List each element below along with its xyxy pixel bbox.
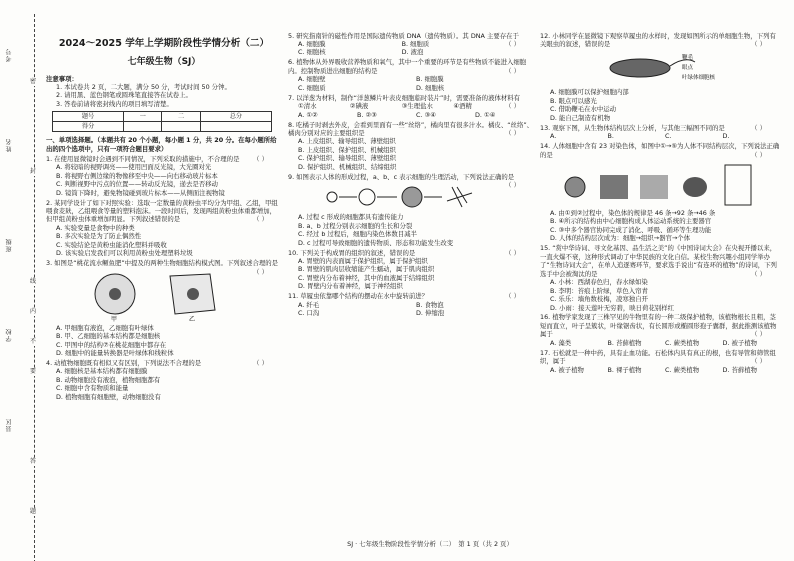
page-footer: SJ · 七年级生物阶段性学情分析（二） 第 1 页（共 2 页） [347,540,513,548]
fig-label: 叶绿体细胞核 [682,75,716,82]
question [288,173,534,247]
option: A. 将较暗的视野调亮——使用凹面反光镜，大光圈对光 [56,163,212,172]
option: D. 伸缩泡 [416,309,445,318]
option: ③生理盐水 [401,102,433,111]
answer-bracket: （ ） [253,215,268,224]
option-group [288,102,505,110]
question-text: 11. 草履虫依靠哪个结构的摆动在水中旋转前进？ [288,292,429,301]
option: C. 甲图中的结构⑦在桃花细胞中都存在 [56,340,167,349]
option: A. [550,132,557,141]
question-text: 6. 植物体从外界吸收营养物质和氧气，其中一个重要的环节是有些物质不能进入细胞内。控制物质进出细胞的结构是 [288,58,527,75]
notes-heading: 注意事项： [46,74,78,83]
option: A. 被子植物 [550,365,584,374]
option: D. 能自己制造有机物 [550,113,611,122]
option: B. 上皮组织、保护组织、机械组织 [298,145,396,154]
question-stem [540,349,780,366]
option: B. 将视野右侧边缘的物像移至中央——向右移动玻片标本 [56,171,218,180]
sidebar-label-county: 县区 [6,418,13,432]
seal-char: 答 [30,458,37,465]
option: B. 动物细胞没有液泡，植物细胞都有 [56,375,161,384]
question [46,359,282,401]
option-group [288,301,534,318]
answer-bracket: （ ） [505,39,520,48]
question-stem [288,172,534,190]
answer-bracket: （ ） [253,154,268,163]
seal-char: 线 [30,278,37,285]
option: A. 实验变量是食物中的种类 [56,223,135,232]
option: C. 乐乐：墙角数枝梅，凌寒独自开 [550,295,648,304]
question [540,124,780,141]
question-text: 5. 研究指南针的磁性作用是国际遗传物质 DNA（遗传物质）。其 DNA 主要存在于 [288,31,519,40]
fig-label: 眼点 [682,65,694,72]
option: C. [665,132,672,141]
option: A. 由①到②过程中，染色体的规律是 46 条→92 条→46 条 [550,209,716,218]
question [46,155,282,197]
option: C. 细胞核 [298,48,326,57]
answer-bracket: （ ） [505,102,520,111]
sidebar-label-school: 学校 [6,328,13,342]
option: C. 实验结论是黄粉虫能消化塑料并吸收 [56,240,167,249]
question-text: 2. 某同学设计了如下对照实验：选取一定数量的黄粉虫平均分为甲组、乙组，甲组喂食麦麸，乙组喂食等量的塑料泡沫。一段时间后，发现两组黄粉虫体重都增加，但甲组黄粉虫体重增加明显。下列叙述错误的是 [46,198,278,224]
option: B. 眼点可以感光 [550,96,597,105]
option: D. 被子植物 [722,338,758,347]
option: B. 多次实验是为了防止偶然性 [56,232,142,241]
euglena-diagram [600,50,720,86]
option: C. 借助鞭毛在水中运动 [550,105,617,114]
question-stem [540,32,780,49]
question [288,32,534,57]
answer-bracket: （ ） [751,330,766,339]
question [288,121,534,172]
note-item: 3. 答卷前请将密封线内的项目填写清楚。 [56,99,173,108]
question [288,58,534,92]
answer-bracket: （ ） [253,358,268,367]
note-item: 2. 请用黑、蓝色钢笔或圆珠笔直接答在试卷上。 [56,91,192,100]
option: D. 人体的结构层次成为：细胞→组织→器官→个体 [550,234,691,243]
score-cell[interactable] [124,122,162,132]
seal-line [34,14,35,561]
option: D. 液泡 [401,48,424,57]
question [540,244,780,312]
sidebar-label-name: 姓名 [6,138,13,152]
option: B. a、b 过程分别表示细胞的生长和分裂 [298,221,413,230]
option: A. 甲细胞有液泡，乙细胞有叶绿体 [56,323,154,332]
fig-label: 鞭毛 [682,55,694,62]
seal-char: 密 [30,78,37,85]
fig-label: 甲 [110,315,117,322]
questions-col2 [288,32,534,318]
option: B. 细胞质 [401,39,430,48]
question-text: 9. 如图表示人体的形成过程，a、b、c 表示细胞的生理活动，下列说法正确的是 [288,172,515,181]
question-text: 17. 石松就是一种中药，具有止血功能。石松体内具有真正的根，也有导管和筛管组织，属于 [540,348,776,366]
option: B. [607,132,614,141]
option: B. ④所示的结构由中心细胞构成人体运动系统的主要器官 [550,217,712,226]
option: D. 该实验启发我们可以利用黄粉虫处理塑料垃圾 [56,249,193,258]
answer-bracket: （ ） [751,123,766,132]
option: B. 细胞膜 [416,75,444,84]
question [288,249,534,291]
development-diagram [312,183,482,211]
option: C. 经过 b 过程后，细胞内染色体数目减半 [298,230,417,239]
question-stem [540,124,780,132]
option: A. 过程 c 形成的细胞都具有遗传能力 [298,213,404,222]
option: A. 细胞壁 [298,75,326,84]
questions-col1 [46,155,282,401]
score-header-cell: 二 [162,112,200,122]
option: B. 胃壁的肌肉层收缩能产生蠕动，属于肌肉组织 [298,265,435,274]
question-text: 12. 小林同学在显微镜下观察草履虫的水样时，发现如图所示的单细胞生物，下列有关眼虫的叙述，错误的是 [540,31,776,48]
question [540,32,780,123]
seal-char: 题 [30,508,37,515]
question-stem [288,121,534,138]
option: C. ③④ [416,110,436,119]
option: C. ③中多个器官协同完成了消化、呼吸、循环等生理功能 [550,225,712,234]
question-stem [46,199,282,224]
option: D. 细胞核 [416,83,445,92]
answer-bracket: （ ） [505,128,520,137]
option-group [288,40,505,57]
answer-bracket: （ ） [751,269,766,278]
option: A. 小林：西湖春色归，春水绿如染 [550,278,648,287]
option: D. 苔藓植物 [722,365,758,374]
question-text: 7. 以洋葱为材料，制作“洋葱鳞片叶表皮细胞临时装片”时，需要准备的液体材料有 [288,93,521,102]
question [540,142,780,243]
seal-char: 封 [30,168,37,175]
option: C. 判断视野中污点的位置——转动反光镜，递去是否移动 [56,180,218,189]
option: ①清水 [298,102,317,111]
option: C. 细胞质 [298,83,326,92]
option: A. 纤毛 [298,300,320,309]
answer-bracket: （ ） [751,150,766,159]
option: A. 胃壁的内表面属于保护组织，属于保护组织 [298,256,428,265]
answer-group [288,111,534,119]
question-text: 1. 在使用显微镜时会遇到不同情况，下列采取的措施中，不合理的是 [46,154,240,163]
column-1 [46,30,282,401]
option: D. ①④ [475,110,496,119]
score-cell[interactable] [200,122,271,132]
exam-title: 2024～2025 学年上学期阶段性学情分析（二） [58,38,270,49]
question-text: 16. 植物学家发现了三株罕见的牛物里有的一种二级保护植物，该植物根长且粗，茎短而直立，叶子呈簇状，叶缘锯齿状，有长圆形或椭圆形孢子囊群，据此推测该植物属于 [540,313,777,339]
score-header-cell: 一 [124,112,162,122]
score-row-label: 得分 [53,122,124,132]
sidebar-label-class: 班级 [6,238,13,252]
structure-levels-diagram [560,161,760,207]
binding-sidebar [2,8,38,553]
question [540,313,780,347]
answer-bracket: （ ） [751,39,766,48]
option-group [540,339,780,347]
option: B. ②③ [357,110,377,119]
seal-char: 内 [30,308,37,315]
question [46,259,282,357]
seal-char: 不 [30,338,37,345]
option: A. 细胞膜 [298,39,326,48]
option: D. c 过程可导致细胞的遗传物质、形态和功能发生改变 [298,238,454,247]
cell-diagram [75,270,225,322]
option: C. 胃壁内分布着神经，其中的血液属于结缔组织 [298,273,435,282]
exam-subtitle: 七年级生物（SJ） [127,56,201,67]
answer-bracket: （ ） [505,181,520,190]
option: A. ①② [298,110,318,119]
option: D. 细胞中的能量转换器是叶绿体和线粒体 [56,349,174,357]
question-stem [288,249,534,257]
option: D. 植物细胞有细胞壁，动物细胞没有 [56,392,161,401]
question-text: 13. 观察下图，从生物体结构层次上分析，与其他三幅图不同的是 [540,123,725,132]
question [288,94,534,119]
question-stem [288,58,534,75]
option: D. 镜筒下降时，避免物镜碰到玻片标本——从侧面注视物镜 [56,188,225,197]
question-text: 10. 下列关于构成胃的组织的叙述，错误的是 [288,248,416,257]
question-text: 14. 人体细胞中含有 23 对染色体，如图中①→⑤为人体不同结构层次，下列说法正确的是 [540,142,780,159]
score-header-cell: 总分 [200,112,271,122]
option: C. 细胞中含有物质和能量 [56,384,129,393]
questions-col3 [540,32,780,375]
score-header-cell: 题号 [53,112,124,122]
fig-label: 乙 [188,315,195,322]
answer-bracket: （ ） [505,292,520,301]
question-text: 8. 吃橘子时剥去外皮，会看到里面有一些“丝络”，橘肉里有很多汁水。橘皮、“丝络”、橘肉分别对应的主要组织是 [288,120,534,137]
section-heading: 一、单项选择题。（本题共有 20 个小题，每小题 1 分，共 20 分。在每小题所给出的四个选项中，只有一项符合题目要求） [46,136,277,153]
note-item: 1. 本试卷共 2 页，二大题，满分 50 分，考试时间 50 分钟。 [56,82,231,91]
option-group [540,366,780,374]
question-text: 3. 如图是“桃花流水鳜鱼肥”中提及的两种生物细胞结构模式图。下列叙述合理的是 [46,259,279,268]
option: D. 胃壁内分布着神经，属于神经组织 [298,282,403,291]
column-3 [540,30,780,374]
option: A. 细胞核是基本结构都有细胞膜 [56,367,148,376]
option: B. 李明：苔痕上阶绿，草色入帘青 [550,286,648,295]
option: A. 上皮组织、输导组织、薄壁组织 [298,137,396,146]
option: D. 小雨：接天莲叶无穷碧，映日荷花别样红 [550,303,675,312]
option: B. 裸子植物 [607,365,642,374]
option: D. 保护组织、机械组织、结缔组织 [298,162,397,171]
question [540,349,780,374]
option: ④酒精 [453,102,472,111]
option: A. 藻类 [550,338,572,347]
option: ②碘液 [349,102,369,111]
question-stem [540,142,780,159]
option: C. 保护组织、输导组织、薄壁组织 [298,154,396,163]
question-text: 4. 动植物细胞既有相似又有区别，下列说法不合理的是 [46,358,202,367]
question-stem [288,292,534,300]
seal-char: 要 [30,368,37,375]
column-2 [288,30,534,318]
option: B. 食物泡 [416,300,444,309]
option: C. 口沟 [298,309,320,318]
score-cell[interactable] [162,122,200,132]
question [46,199,282,258]
score-table [52,111,272,132]
answer-bracket: （ ） [253,267,268,276]
answer-bracket: （ ） [751,357,766,366]
option: C. 蕨类植物 [665,365,700,374]
option-group [288,75,534,92]
question-stem [540,313,780,338]
answer-bracket: （ ） [505,248,520,257]
option: B. 甲、乙细胞的基本结构都是细胞核 [56,332,161,341]
option: C. 蕨类植物 [665,338,700,347]
option: A. 细胞膜可以保护细胞内部 [550,88,629,97]
question [288,292,534,317]
option: B. 苔藓植物 [607,338,642,347]
option-group [540,132,780,140]
answer-bracket: （ ） [505,66,520,75]
option: D. [722,132,730,141]
sidebar-label-exam-no: 考号 [6,48,13,62]
question-stem [46,155,282,163]
question-text: 15. “赏中华诗词、寻文化基因、品生活之美”的《中国诗词大会》在央视开播以来，一直火爆不衰，这种形式调动了中华民族的文化自信。某校生物兴趣小组同学举办了“生物诗词大会”，在单人追逐赛环节，要求选手说出“有连环的植物”的诗词，下列选手中会被淘汰的是 [540,244,777,278]
question-stem [540,244,780,278]
question-stem [46,259,282,276]
